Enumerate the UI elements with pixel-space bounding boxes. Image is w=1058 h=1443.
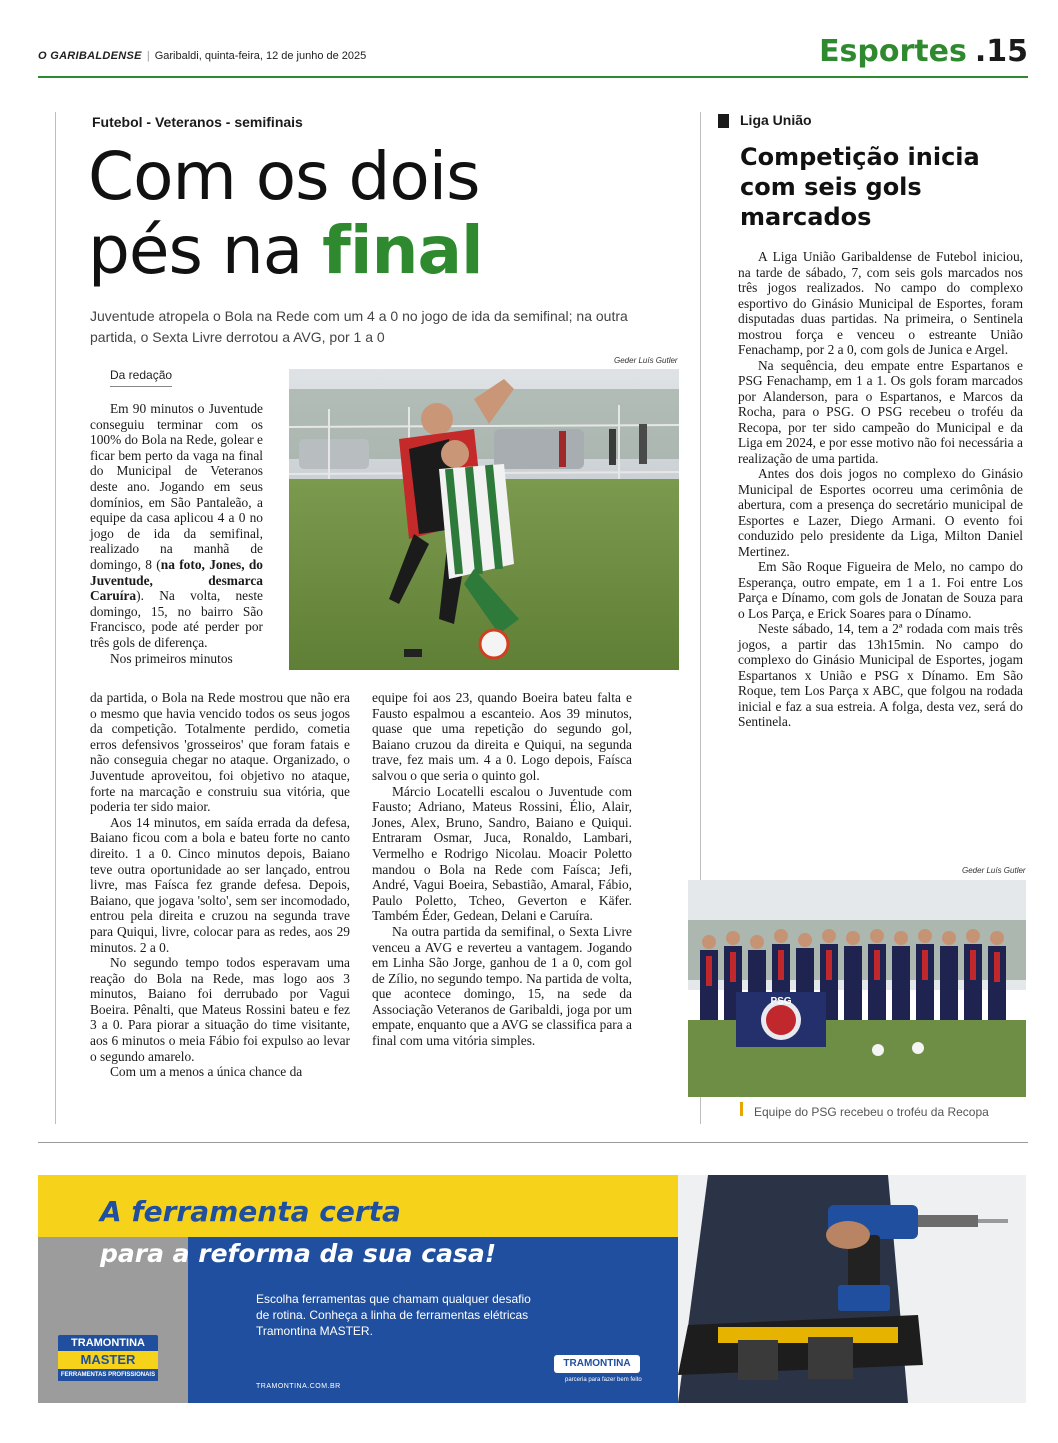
ad-title-line-2: para a reforma da sua casa! — [100, 1239, 497, 1268]
paragraph: No segundo tempo todos esperavam uma reação do Bola na Rede, mas logo aos 3 minutos, Baiano foi derrubado por Vagui Boeira. Pênalti, que Mateus Rossini bateu e fez 3 a 0. Para piorar a situação do time visitante, aos 6 minutos o meia Fábio foi expulso ao levar o segundo amarelo. — [90, 955, 350, 1064]
text-run: Em 90 minutos o Juventude conseguiu terminar com os 100% do Bola na Rede, golear e ficar bem perto da vaga na final do Municipal de Veteranos deste ano. Jogando em seus domínios, em São Pantaleão, a equipe da casa aplicou 4 a 0 no jogo de ida da semifinal, realizado na manhã de domingo, 8 ( — [90, 401, 263, 572]
bottom-rule — [38, 1142, 1028, 1143]
article-column-3 — [372, 690, 632, 1049]
paragraph: equipe foi aos 23, quando Boeira bateu falta e Fausto espalmou a escanteio. Aos 39 minutos, quase que uma repetição do segundo gol, Baiano cruzou da direita e Quiqui, na segunda trave, fez mais um. 4 a 0. Logo depois, Faísca salvou o que seria o quinto gol. — [372, 690, 632, 783]
ad-body-text: Escolha ferramentas que chamam qualquer desafio de rotina. Conheça a linha de ferramentas elétricas Tramontina MASTER. — [256, 1292, 531, 1338]
tramontina-master-logo — [58, 1335, 158, 1381]
byline: Da redação — [110, 368, 173, 382]
paragraph: Neste sábado, 14, tem a 2ª rodada com mais três jogos, a partir das 13h15min. No campo do complexo do Ginásio Municipal de Esportes, jogam Espartanos x União e PSG x Dínamo. Em São Roque, tem Los Parça x ABC, que folgou na rodada inicial e faz a sua estreia. A folga, desta vez, será do Sentinela. — [738, 621, 1023, 729]
team-photo — [688, 880, 1026, 1097]
headline-line-2 — [88, 214, 483, 288]
left-margin-rule — [55, 112, 56, 1124]
paragraph — [90, 401, 263, 651]
paragraph: Márcio Locatelli escalou o Juventude com Fausto; Adriano, Mateus Rossini, Élio, Alair, Jones, Alex, Bruno, Sandro, Baiano e Quiqui. Entraram Osmar, Juca, Ronaldo, Lambari, Vermelho e Rodrigo Nicolau. Moacir Poletto mandou o Bola na Rede com Faísca; Jefi, André, Vagui Boeira, Sebastião, Amaral, Fábio, Paulo Poletto, Tcheo, Geverton e Käfer. Também Éder, Gedean, Delani e Caruíra. — [372, 783, 632, 924]
headline-line-2-start: pés na — [88, 212, 323, 289]
side-article-kicker: Liga União — [740, 112, 812, 128]
ad-photo — [678, 1175, 1026, 1403]
paragraph: Em São Roque Figueira de Melo, no campo do Esperança, outro empate, em 1 a 1. Foi entre Los Parça e Dínamo, com gols de Jonatan de Souza para o Los Parça, e Erick Soares para o Dínamo. — [738, 559, 1023, 621]
article-deck: Juventude atropela o Bola na Rede com um 4 a 0 no jogo de ida da semifinal; na outra partida, o Sexta Livre derrotou a AVG, por 1 a 0 — [90, 308, 628, 345]
paragraph: Com um a menos a única chance da — [110, 1064, 303, 1080]
byline-rule — [110, 386, 172, 387]
paragraph: A Liga União Garibaldense de Futebol iniciou, na tarde de sábado, 7, com seis gols marcados nos três jogos realizados. No campo do complexo esportivo do Ginásio Municipal de Esportes, foram disputadas duas partidas. Na primeira, o Sentinela mostrou força e venceu o estreante União Fenachamp, por 2 a 0, com gols de Junica e Argel. — [738, 249, 1023, 357]
photo-caption: Equipe do PSG recebeu o troféu da Recopa — [754, 1105, 989, 1119]
ad-url[interactable]: TRAMONTINA.COM.BR — [256, 1383, 341, 1390]
paragraph: Aos 14 minutos, em saída errada da defesa, Baiano ficou com a bola e bateu forte no canto direito. 1 a 0. Cinco minutos depois, Baiano teve outra oportunidade ao ser lançado, entrou livre, mas Faísca fez grande defesa. Depois, Baiano, que jogava 'solto', sem ser incomodado, entrou pela direita e cruzou na segunda trave para Quiqui, livre, colocar para as redes, aos 29 minutos. 2 a 0. — [90, 814, 350, 955]
photo-reference: na foto, Jones, do Juventude, desmarca Caruíra — [90, 556, 264, 604]
master-logo-bottom: FERRAMENTAS PROFISSIONAIS — [58, 1369, 158, 1381]
main-photo — [289, 369, 679, 670]
article-column-1 — [90, 401, 263, 666]
ad-title-line-1: A ferramenta certa — [100, 1195, 401, 1228]
drill-worker-illustration — [678, 1175, 1026, 1403]
masthead: O GARIBALDENSE | Garibaldi, quinta-feira, 12 de junho de 2025 — [38, 50, 367, 62]
side-article-headline: Competição inicia com seis gols marcados — [740, 143, 980, 231]
paragraph: Nos primeiros minutos — [110, 650, 233, 666]
tramontina-logo: TRAMONTINA — [554, 1355, 640, 1373]
paragraph: da partida, o Bola na Rede mostrou que não era o mesmo que havia vencido todos os seus jogos da competição. Totalmente perdido, cometia erros defensivos 'grosseiros' que foram fatais e não conseguia chegar no ataque. Organizado, o Juventude aproveitou, foi objetivo no ataque, forte na marcação e construiu sua vitória, que poderia ter sido maior. — [90, 690, 350, 815]
dateline: Garibaldi, quinta-feira, 12 de junho de 2025 — [154, 50, 367, 62]
brand-slogan: parceria para fazer bem feito — [565, 1377, 642, 1383]
headline-emphasis: final — [322, 212, 483, 289]
advertisement[interactable] — [38, 1175, 1026, 1403]
paragraph: Na outra partida da semifinal, o Sexta Livre venceu a AVG e reverteu a vantagem. Jogando em Linha São Jorge, ganhou de 1 a 0, com gol de Zílio, no segundo tempo. Na partida de volta, que acontece domingo, 15, na sede da Associação Veteranos de Garibaldi, joga por um empate, enquanto que a AVG se classifica para a final com uma vitória simples. — [372, 923, 632, 1049]
soccer-photo-illustration — [289, 369, 679, 670]
header-rule — [38, 76, 1028, 78]
caption-marker — [740, 1102, 743, 1116]
article-kicker: Futebol - Veteranos - semifinais — [92, 114, 303, 130]
team-photo-illustration — [688, 880, 1026, 1097]
psg-banner-text: PSG — [770, 996, 792, 1007]
paragraph: Na sequência, deu empate entre Espartanos e PSG Fenachamp, em 1 a 1. Os gols foram marcados por Alanderson, para o Espartanos, e Marcos da Rocha, para o PSG. O PSG recebeu o troféu da Recopa, por ter sido campeão do Municipal e da Liga em 2024, e por esse motivo não foi necessária a realização de uma partida. — [738, 357, 1023, 466]
side-article-body — [738, 249, 1023, 730]
paragraph: Antes dos dois jogos no complexo do Ginásio Municipal de Esportes ocorreu uma cerimônia de abertura, com a presença do secretário municipal de Esportes e Lazer, Diego Armani. O evento foi conduzido pelo presidente da Liga, Milton Daniel Mertinez. — [738, 466, 1023, 559]
headline-line-1: Com os dois — [88, 138, 480, 215]
section-title — [819, 34, 1028, 69]
article-column-2 — [90, 690, 350, 1080]
kicker-square-icon — [718, 114, 729, 128]
page-number: .15 — [974, 34, 1028, 69]
side-photo-credit: Geder Luís Gutler — [962, 866, 1026, 875]
master-logo-top: TRAMONTINA — [58, 1335, 158, 1351]
article-headline — [88, 140, 483, 288]
paper-name: O GARIBALDENSE — [38, 50, 142, 62]
photo-credit: Geder Luís Gutler — [614, 356, 678, 365]
master-logo-mid: MASTER — [58, 1351, 158, 1369]
section-name: Esportes — [819, 34, 967, 69]
text-run: ). Na volta, neste domingo, 15, no bairro São Francisco, pode até perder por três gols de diferença. — [90, 588, 263, 650]
page-header — [38, 34, 1028, 74]
